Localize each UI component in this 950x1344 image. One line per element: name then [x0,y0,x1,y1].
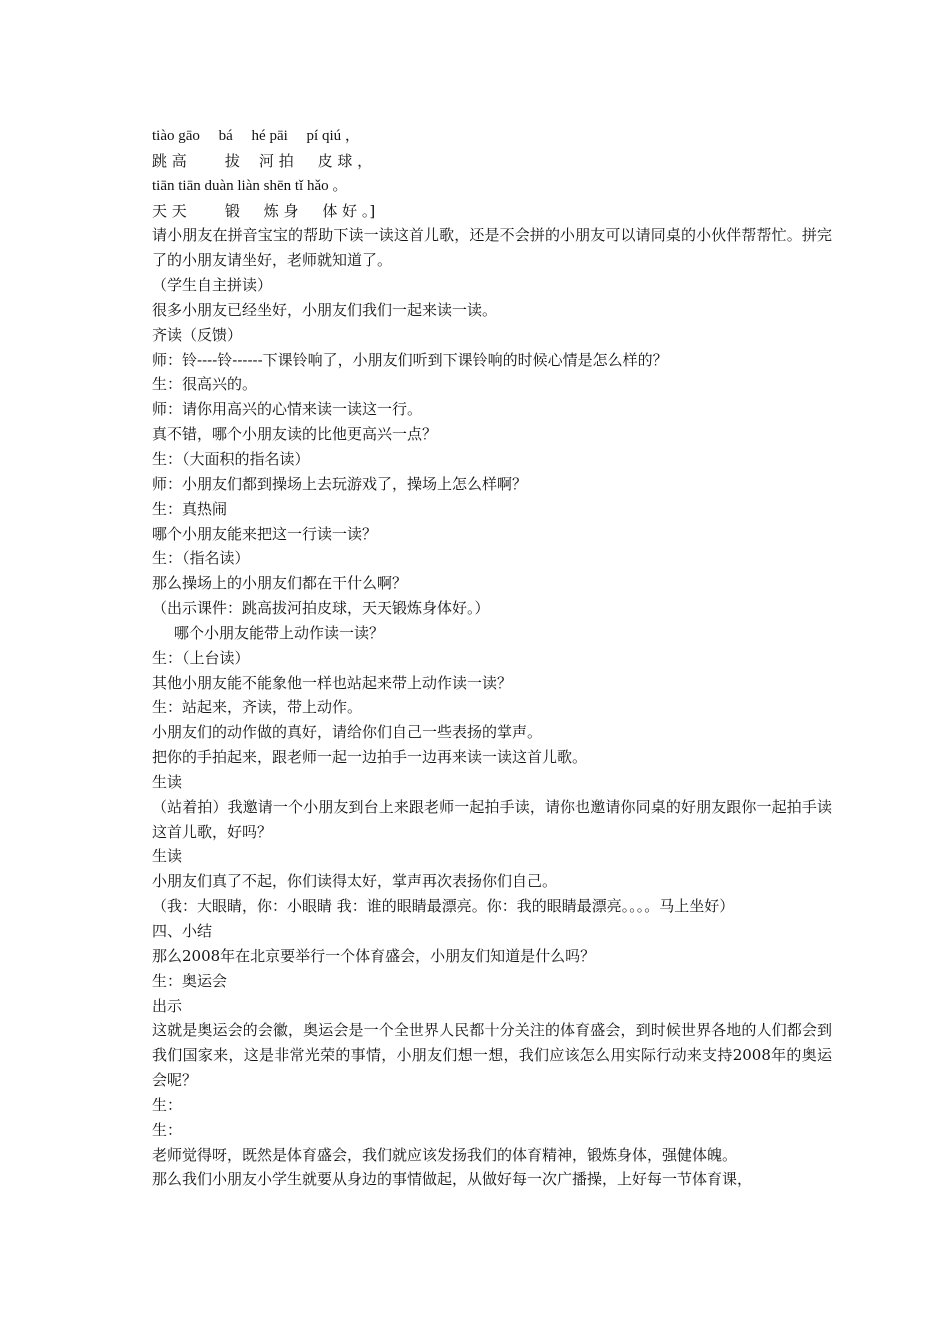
paragraph: （出示课件：跳高拔河拍皮球，天天锻炼身体好。） [152,599,490,618]
paragraph: 这就是奥运会的会徽，奥运会是一个全世界人民都十分关注的体育盛会，到时候世界各地的人们都会到我们国家来，这是非常光荣的事情，小朋友们想一想，我们应该怎么用实际行动来支持2008年的奥运会呢？ [152,1021,832,1090]
paragraph: 哪个小朋友能来把这一行读一读？ [152,524,378,543]
paragraph: （站着拍）我邀请一个小朋友到台上来跟老师一起拍手读，请你也邀请你同桌的好朋友跟你一起拍手读这首儿歌，好吗？ [152,797,832,841]
paragraph: 生：（上台读） [152,648,250,667]
paragraph: 生：很高兴的。 [152,375,258,394]
paragraph: 生： [152,1095,183,1114]
paragraph: 老师觉得呀，既然是体育盛会，我们就应该发扬我们的体育精神，锻炼身体，强健体魄。 [152,1145,738,1164]
paragraph: 师：铃----铃------下课铃响了，小朋友们听到下课铃响的时候心情是怎么样的？ [152,350,668,369]
paragraph: 师：小朋友们都到操场上去玩游戏了，操场上怎么样啊？ [152,474,528,493]
poem-line-2: 天 天 锻 炼 身 体 好 。] [152,201,376,220]
paragraph: 师：请你用高兴的心情来读一读这一行。 [152,400,423,419]
paragraph: 请小朋友在拼音宝宝的帮助下读一读这首儿歌，还是不会拼的小朋友可以请同桌的小伙伴帮帮忙。拼完了的小朋友请坐好，老师就知道了。 [152,226,832,270]
pinyin-line-1: tiào gāo bá hé pāi pí qiú ， [152,128,360,144]
paragraph: 齐读（反馈） [152,325,243,344]
section-heading: 四、小结 [152,922,213,940]
paragraph: 生：真热闹 [152,499,228,518]
paragraph: 哪个小朋友能带上动作读一读？ [174,623,385,642]
paragraph: 生：（指名读） [152,549,250,568]
document-page [152,124,832,1192]
paragraph: 很多小朋友已经坐好，小朋友们我们一起来读一读。 [152,300,498,319]
paragraph: 生：站起来，齐读，带上动作。 [152,698,363,717]
paragraph: 那么操场上的小朋友们都在干什么啊？ [152,574,408,593]
paragraph: 其他小朋友能不能象他一样也站起来带上动作读一读？ [152,673,513,692]
paragraph: 生读 [152,847,183,866]
poem-line-1: 跳 高 拔 河 拍 皮 球 ， [152,151,373,170]
paragraph: （我：大眼睛，你：小眼睛 我：谁的眼睛最漂亮。你：我的眼睛最漂亮。。。。马上坐好） [152,897,735,916]
paragraph: 把你的手拍起来，跟老师一起一边拍手一边再来读一读这首儿歌。 [152,748,588,767]
paragraph: 那么2008年在北京要举行一个体育盛会，小朋友们知道是什么吗？ [152,946,596,965]
paragraph: 生： [152,1120,183,1139]
paragraph: 出示 [152,996,183,1015]
paragraph: 生：奥运会 [152,971,228,990]
paragraph: 那么我们小朋友小学生就要从身边的事情做起，从做好每一次广播操，上好每一节体育课， [152,1170,753,1189]
paragraph: 真不错，哪个小朋友读的比他更高兴一点？ [152,425,438,444]
paragraph: 生读 [152,772,183,791]
paragraph: （学生自主拼读） [152,276,273,295]
paragraph: 小朋友们真了不起，你们读得太好，掌声再次表扬你们自己。 [152,872,558,891]
pinyin-line-2: tiān tiān duàn liàn shēn tǐ hǎo 。 [152,177,348,194]
paragraph: 小朋友们的动作做的真好，请给你们自己一些表扬的掌声。 [152,723,543,742]
paragraph: 生：（大面积的指名读） [152,449,310,468]
